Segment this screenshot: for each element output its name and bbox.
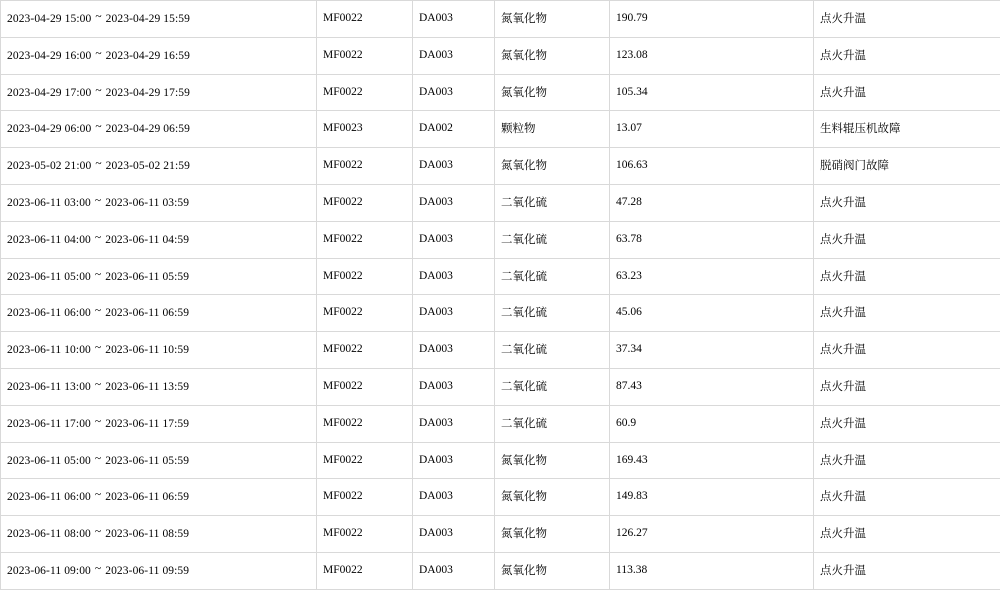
cell-outlet-code: DA003: [413, 295, 495, 332]
cell-device-code: MF0022: [317, 37, 413, 74]
period-start: 2023-06-11 10:00: [7, 344, 91, 356]
cell-reason: 点火升温: [814, 442, 1000, 479]
cell-reason: 点火升温: [814, 1, 1000, 38]
cell-reason: 点火升温: [814, 184, 1000, 221]
period-start: 2023-06-11 17:00: [7, 418, 91, 430]
period-end: 2023-06-11 17:59: [105, 418, 189, 430]
period-separator: ~: [91, 379, 105, 393]
cell-device-code: MF0022: [317, 479, 413, 516]
cell-period: [1, 405, 317, 442]
cell-device-code: MF0022: [317, 295, 413, 332]
period-start: 2023-04-29 16:00: [7, 50, 91, 62]
cell-reason: 点火升温: [814, 295, 1000, 332]
period-end: 2023-06-11 05:59: [105, 455, 189, 467]
cell-pollutant: 氮氧化物: [495, 1, 610, 38]
table-row: [1, 442, 1000, 479]
cell-reason: 点火升温: [814, 37, 1000, 74]
period-separator: ~: [91, 489, 105, 503]
cell-pollutant: 二氧化硫: [495, 221, 610, 258]
cell-period: [1, 221, 317, 258]
period-end: 2023-05-02 21:59: [106, 160, 190, 172]
period-start: 2023-04-29 15:00: [7, 13, 91, 25]
cell-reason: 生料辊压机故障: [814, 111, 1000, 148]
cell-period: [1, 295, 317, 332]
cell-reason: 点火升温: [814, 552, 1000, 589]
table-row: [1, 258, 1000, 295]
cell-pollutant: 颗粒物: [495, 111, 610, 148]
cell-device-code: MF0022: [317, 552, 413, 589]
cell-outlet-code: DA003: [413, 405, 495, 442]
cell-pollutant: 氮氧化物: [495, 148, 610, 185]
period-start: 2023-06-11 13:00: [7, 381, 91, 393]
cell-value: 60.9: [610, 405, 814, 442]
cell-device-code: MF0022: [317, 516, 413, 553]
period-end: 2023-04-29 15:59: [106, 13, 190, 25]
cell-period: [1, 332, 317, 369]
cell-value: 47.28: [610, 184, 814, 221]
cell-outlet-code: DA003: [413, 221, 495, 258]
cell-device-code: MF0022: [317, 405, 413, 442]
cell-device-code: MF0022: [317, 1, 413, 38]
cell-reason: 点火升温: [814, 516, 1000, 553]
period-start: 2023-06-11 06:00: [7, 307, 91, 319]
cell-value: 63.23: [610, 258, 814, 295]
cell-reason: 点火升温: [814, 368, 1000, 405]
cell-device-code: MF0022: [317, 148, 413, 185]
cell-device-code: MF0022: [317, 258, 413, 295]
cell-device-code: MF0022: [317, 184, 413, 221]
cell-outlet-code: DA003: [413, 552, 495, 589]
cell-period: [1, 111, 317, 148]
cell-device-code: MF0022: [317, 368, 413, 405]
cell-value: 13.07: [610, 111, 814, 148]
cell-pollutant: 二氧化硫: [495, 258, 610, 295]
period-separator: ~: [91, 11, 105, 25]
cell-pollutant: 二氧化硫: [495, 184, 610, 221]
period-start: 2023-06-11 04:00: [7, 234, 91, 246]
period-separator: ~: [91, 563, 105, 577]
cell-reason: 点火升温: [814, 332, 1000, 369]
cell-outlet-code: DA003: [413, 148, 495, 185]
period-separator: ~: [91, 85, 105, 99]
period-start: 2023-06-11 03:00: [7, 197, 91, 209]
cell-device-code: MF0022: [317, 74, 413, 111]
cell-outlet-code: DA003: [413, 332, 495, 369]
table-row: [1, 368, 1000, 405]
period-end: 2023-04-29 16:59: [106, 50, 190, 62]
period-start: 2023-05-02 21:00: [7, 160, 91, 172]
cell-reason: 点火升温: [814, 221, 1000, 258]
period-separator: ~: [91, 121, 105, 135]
cell-value: 106.63: [610, 148, 814, 185]
cell-pollutant: 二氧化硫: [495, 332, 610, 369]
period-start: 2023-04-29 06:00: [7, 123, 91, 135]
table-row: [1, 37, 1000, 74]
cell-value: 126.27: [610, 516, 814, 553]
period-end: 2023-06-11 03:59: [105, 197, 189, 209]
cell-value: 113.38: [610, 552, 814, 589]
cell-value: 87.43: [610, 368, 814, 405]
cell-value: 45.06: [610, 295, 814, 332]
period-end: 2023-04-29 17:59: [106, 87, 190, 99]
cell-reason: 点火升温: [814, 405, 1000, 442]
cell-pollutant: 二氧化硫: [495, 368, 610, 405]
table-row: [1, 74, 1000, 111]
table-row: [1, 111, 1000, 148]
cell-period: [1, 516, 317, 553]
cell-period: [1, 442, 317, 479]
period-start: 2023-06-11 06:00: [7, 491, 91, 503]
period-end: 2023-06-11 13:59: [105, 381, 189, 393]
cell-outlet-code: DA003: [413, 258, 495, 295]
cell-outlet-code: DA003: [413, 442, 495, 479]
cell-value: 37.34: [610, 332, 814, 369]
cell-pollutant: 氮氧化物: [495, 552, 610, 589]
cell-outlet-code: DA003: [413, 74, 495, 111]
cell-period: [1, 1, 317, 38]
period-end: 2023-06-11 06:59: [105, 307, 189, 319]
period-start: 2023-04-29 17:00: [7, 87, 91, 99]
cell-pollutant: 氮氧化物: [495, 479, 610, 516]
cell-pollutant: 氮氧化物: [495, 442, 610, 479]
table-row: [1, 295, 1000, 332]
cell-outlet-code: DA002: [413, 111, 495, 148]
period-separator: ~: [91, 195, 105, 209]
cell-value: 169.43: [610, 442, 814, 479]
cell-period: [1, 552, 317, 589]
period-start: 2023-06-11 09:00: [7, 565, 91, 577]
table-row: [1, 148, 1000, 185]
table-row: [1, 1, 1000, 38]
cell-value: 123.08: [610, 37, 814, 74]
period-separator: ~: [91, 48, 105, 62]
period-end: 2023-06-11 05:59: [105, 271, 189, 283]
table-row: [1, 332, 1000, 369]
cell-period: [1, 74, 317, 111]
cell-period: [1, 479, 317, 516]
period-end: 2023-06-11 06:59: [105, 491, 189, 503]
period-end: 2023-06-11 09:59: [105, 565, 189, 577]
cell-pollutant: 氮氧化物: [495, 516, 610, 553]
table-body: [1, 1, 1000, 590]
cell-period: [1, 37, 317, 74]
period-separator: ~: [91, 158, 105, 172]
table-row: [1, 221, 1000, 258]
period-separator: ~: [91, 269, 105, 283]
cell-device-code: MF0023: [317, 111, 413, 148]
period-separator: ~: [91, 305, 105, 319]
cell-pollutant: 氮氧化物: [495, 74, 610, 111]
cell-pollutant: 氮氧化物: [495, 37, 610, 74]
period-separator: ~: [91, 416, 105, 430]
table-row: [1, 479, 1000, 516]
table-row: [1, 552, 1000, 589]
period-end: 2023-04-29 06:59: [106, 123, 190, 135]
cell-pollutant: 二氧化硫: [495, 405, 610, 442]
period-separator: ~: [91, 526, 105, 540]
period-separator: ~: [91, 232, 105, 246]
cell-outlet-code: DA003: [413, 368, 495, 405]
cell-value: 105.34: [610, 74, 814, 111]
cell-outlet-code: DA003: [413, 479, 495, 516]
cell-device-code: MF0022: [317, 442, 413, 479]
cell-reason: 点火升温: [814, 258, 1000, 295]
cell-period: [1, 258, 317, 295]
cell-outlet-code: DA003: [413, 184, 495, 221]
period-end: 2023-06-11 04:59: [105, 234, 189, 246]
cell-period: [1, 148, 317, 185]
cell-period: [1, 184, 317, 221]
period-start: 2023-06-11 05:00: [7, 455, 91, 467]
period-start: 2023-06-11 05:00: [7, 271, 91, 283]
cell-outlet-code: DA003: [413, 37, 495, 74]
table-row: [1, 405, 1000, 442]
cell-pollutant: 二氧化硫: [495, 295, 610, 332]
cell-reason: 脱硝阀门故障: [814, 148, 1000, 185]
cell-device-code: MF0022: [317, 221, 413, 258]
table-row: [1, 516, 1000, 553]
cell-outlet-code: DA003: [413, 1, 495, 38]
period-end: 2023-06-11 08:59: [105, 528, 189, 540]
period-start: 2023-06-11 08:00: [7, 528, 91, 540]
period-end: 2023-06-11 10:59: [105, 344, 189, 356]
table-row: [1, 184, 1000, 221]
cell-reason: 点火升温: [814, 74, 1000, 111]
cell-value: 63.78: [610, 221, 814, 258]
cell-device-code: MF0022: [317, 332, 413, 369]
cell-outlet-code: DA003: [413, 516, 495, 553]
cell-value: 190.79: [610, 1, 814, 38]
cell-reason: 点火升温: [814, 479, 1000, 516]
cell-value: 149.83: [610, 479, 814, 516]
cell-period: [1, 368, 317, 405]
period-separator: ~: [91, 453, 105, 467]
period-separator: ~: [91, 342, 105, 356]
